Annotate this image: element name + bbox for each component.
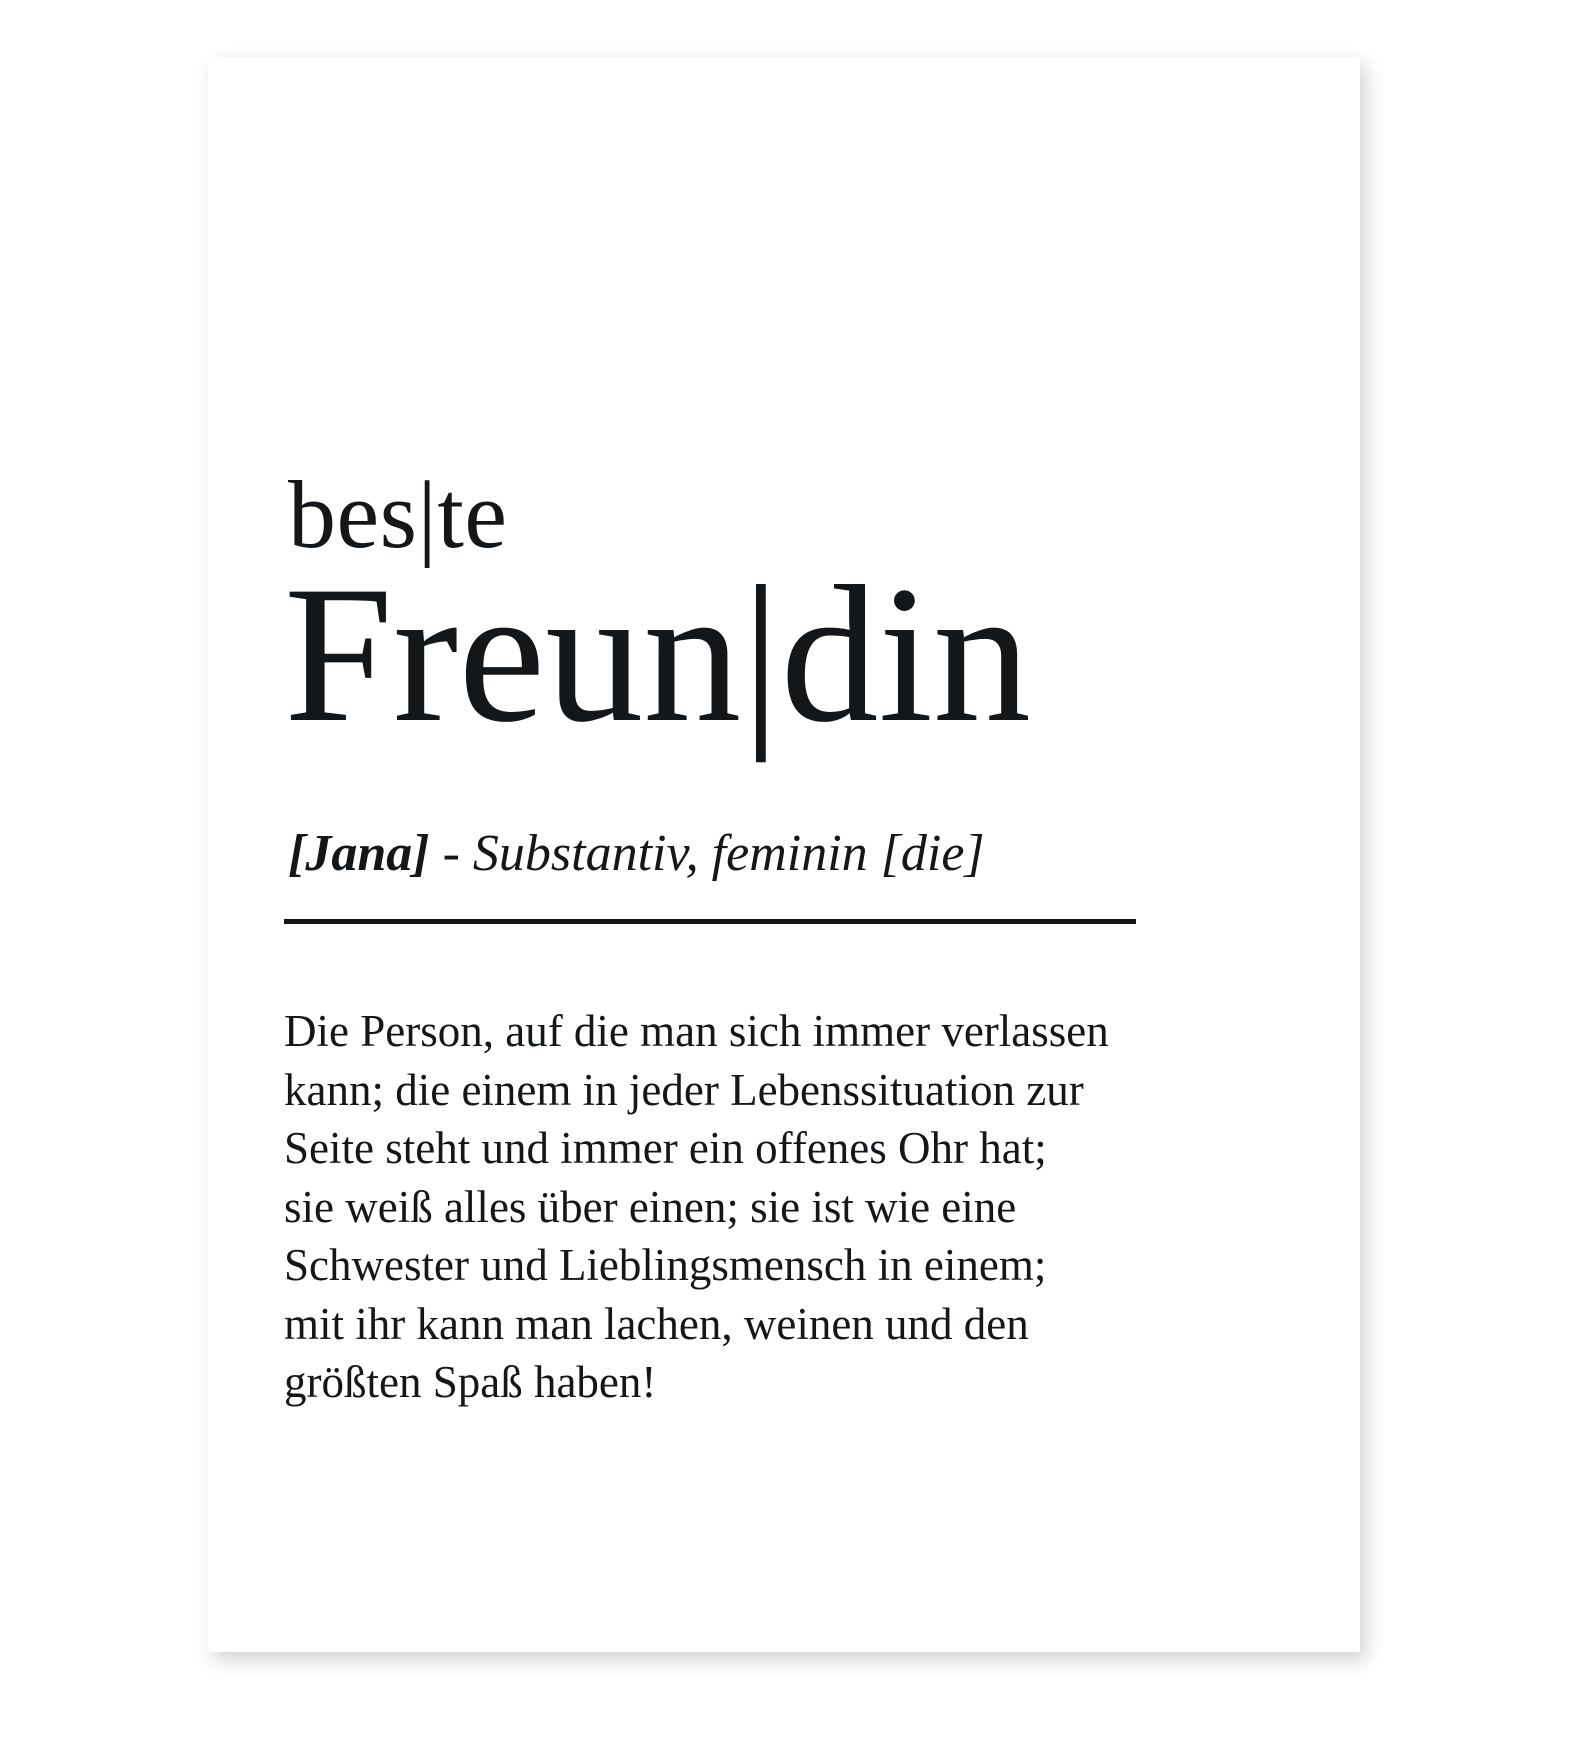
definition-line: größten Spaß haben! [284,1357,657,1407]
definition-text [284,1002,1114,1412]
definition-line: sie weiß alles über einen; sie ist wie eine [284,1181,1017,1232]
subline-name: [Jana] [288,825,430,882]
definition-line: Seite steht und immer ein offenes Ohr hat; [284,1123,1047,1173]
definition-line: Die Person, auf die man sich immer verlassen [284,1006,1109,1056]
headline-large: Freun|din [284,546,1031,763]
subline-rest: - Substantiv, feminin [die] [429,825,985,882]
divider-rule [284,919,1136,924]
definition-line: mit ihr kann man lachen, weinen und den [284,1298,1029,1349]
headline-small: bes|te [288,461,508,568]
subline [288,825,985,882]
poster-content [208,57,1360,1652]
poster-card [208,57,1360,1652]
definition-line: Schwester und Lieblingsmensch in einem; [284,1240,1047,1290]
definition-line: kann; die einem in jeder Lebenssituation zur [284,1064,1084,1115]
